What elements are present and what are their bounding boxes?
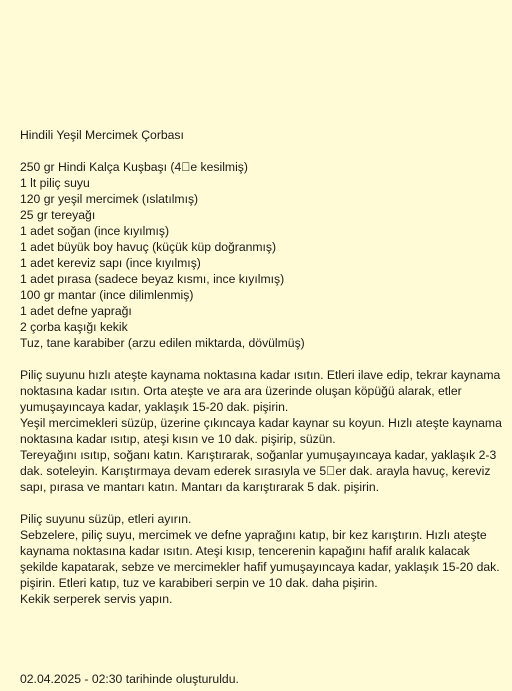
ingredient-item: 1 adet soğan (ince kıyılmış) (20, 224, 170, 238)
ingredient-item: 1 adet kereviz sapı (ince kıyılmış) (20, 256, 201, 270)
ingredient-item: 100 gr mantar (ince dilimlenmiş) (20, 288, 194, 302)
ingredient-item: 1 adet büyük boy havuç (küçük küp doğranmış) (20, 240, 277, 254)
ingredient-item: 1 adet defne yaprağı (20, 304, 132, 318)
ingredient-item: 25 gr tereyağı (20, 208, 96, 222)
instruction-paragraph: Yeşil mercimekleri süzüp, üzerine çıkıncaya kadar kaynar su koyun. Hızlı ateşte kaynama noktasına kadar ısıtıp, ateşi kısın ve 10 dak. pişirip, süzün. (20, 416, 502, 446)
ingredient-item: 250 gr Hindi Kalça Kuşbaşı (4 e kesilmiş) (20, 160, 248, 174)
instructions-part-1 (20, 367, 504, 495)
recipe-document (20, 127, 504, 623)
instruction-paragraph: Kekik serperek servis yapın. (20, 592, 173, 606)
generated-timestamp: 02.04.2025 - 02:30 tarihinde oluşturuldu. (20, 672, 239, 686)
ingredient-item: 120 gr yeşil mercimek (ıslatılmış) (20, 192, 199, 206)
instruction-paragraph: Tereyağını ısıtıp, soğanı katın. Karıştırarak, soğanlar yumuşayıncaya kadar, yaklaşık 2-3 dak. soteleyin. Karıştırmaya devam ederek sırasıyla ve 5 er dak. arayla havuç, kereviz sapı, pırasa ve mantarı katın. Mantarı da karıştırarak 5 dak. pişirin. (20, 448, 497, 494)
ingredient-item: 1 lt piliç suyu (20, 176, 90, 190)
instruction-paragraph: Piliç suyunu süzüp, etleri ayırın. (20, 512, 192, 526)
ingredient-list (20, 159, 504, 351)
instruction-paragraph: Sebzelere, piliç suyu, mercimek ve defne yaprağını katıp, bir kez karıştırın. Hızlı ateşte kaynama noktasına kadar ısıtın. Ateşi kısıp, tencerenin kapağını hafif aralık kalacak şekilde kapatarak, sebze ve mercimekler hafif yumuşayıncaya kadar, yaklaşık 15-20 dak. pişirin. Etleri katıp, tuz ve karabiberi serpin ve 10 dak. daha pişirin. (20, 528, 500, 590)
ingredient-item: Tuz, tane karabiber (arzu edilen miktarda, dövülmüş) (20, 336, 305, 350)
ingredient-item: 2 çorba kaşığı kekik (20, 320, 128, 334)
recipe-title: Hindili Yeşil Mercimek Çorbası (20, 128, 184, 142)
ingredient-item: 1 adet pırasa (sadece beyaz kısmı, ince kıyılmış) (20, 272, 285, 286)
instructions-part-2 (20, 511, 504, 607)
instruction-paragraph: Piliç suyunu hızlı ateşte kaynama noktasına kadar ısıtın. Etleri ilave edip, tekrar kaynama noktasına kadar ısıtın. Orta ateşte ve ara ara üzerinde oluşan köpüğü alarak, etler yumuşayıncaya kadar, yaklaşık 15-20 dak. pişirin. (20, 368, 501, 414)
